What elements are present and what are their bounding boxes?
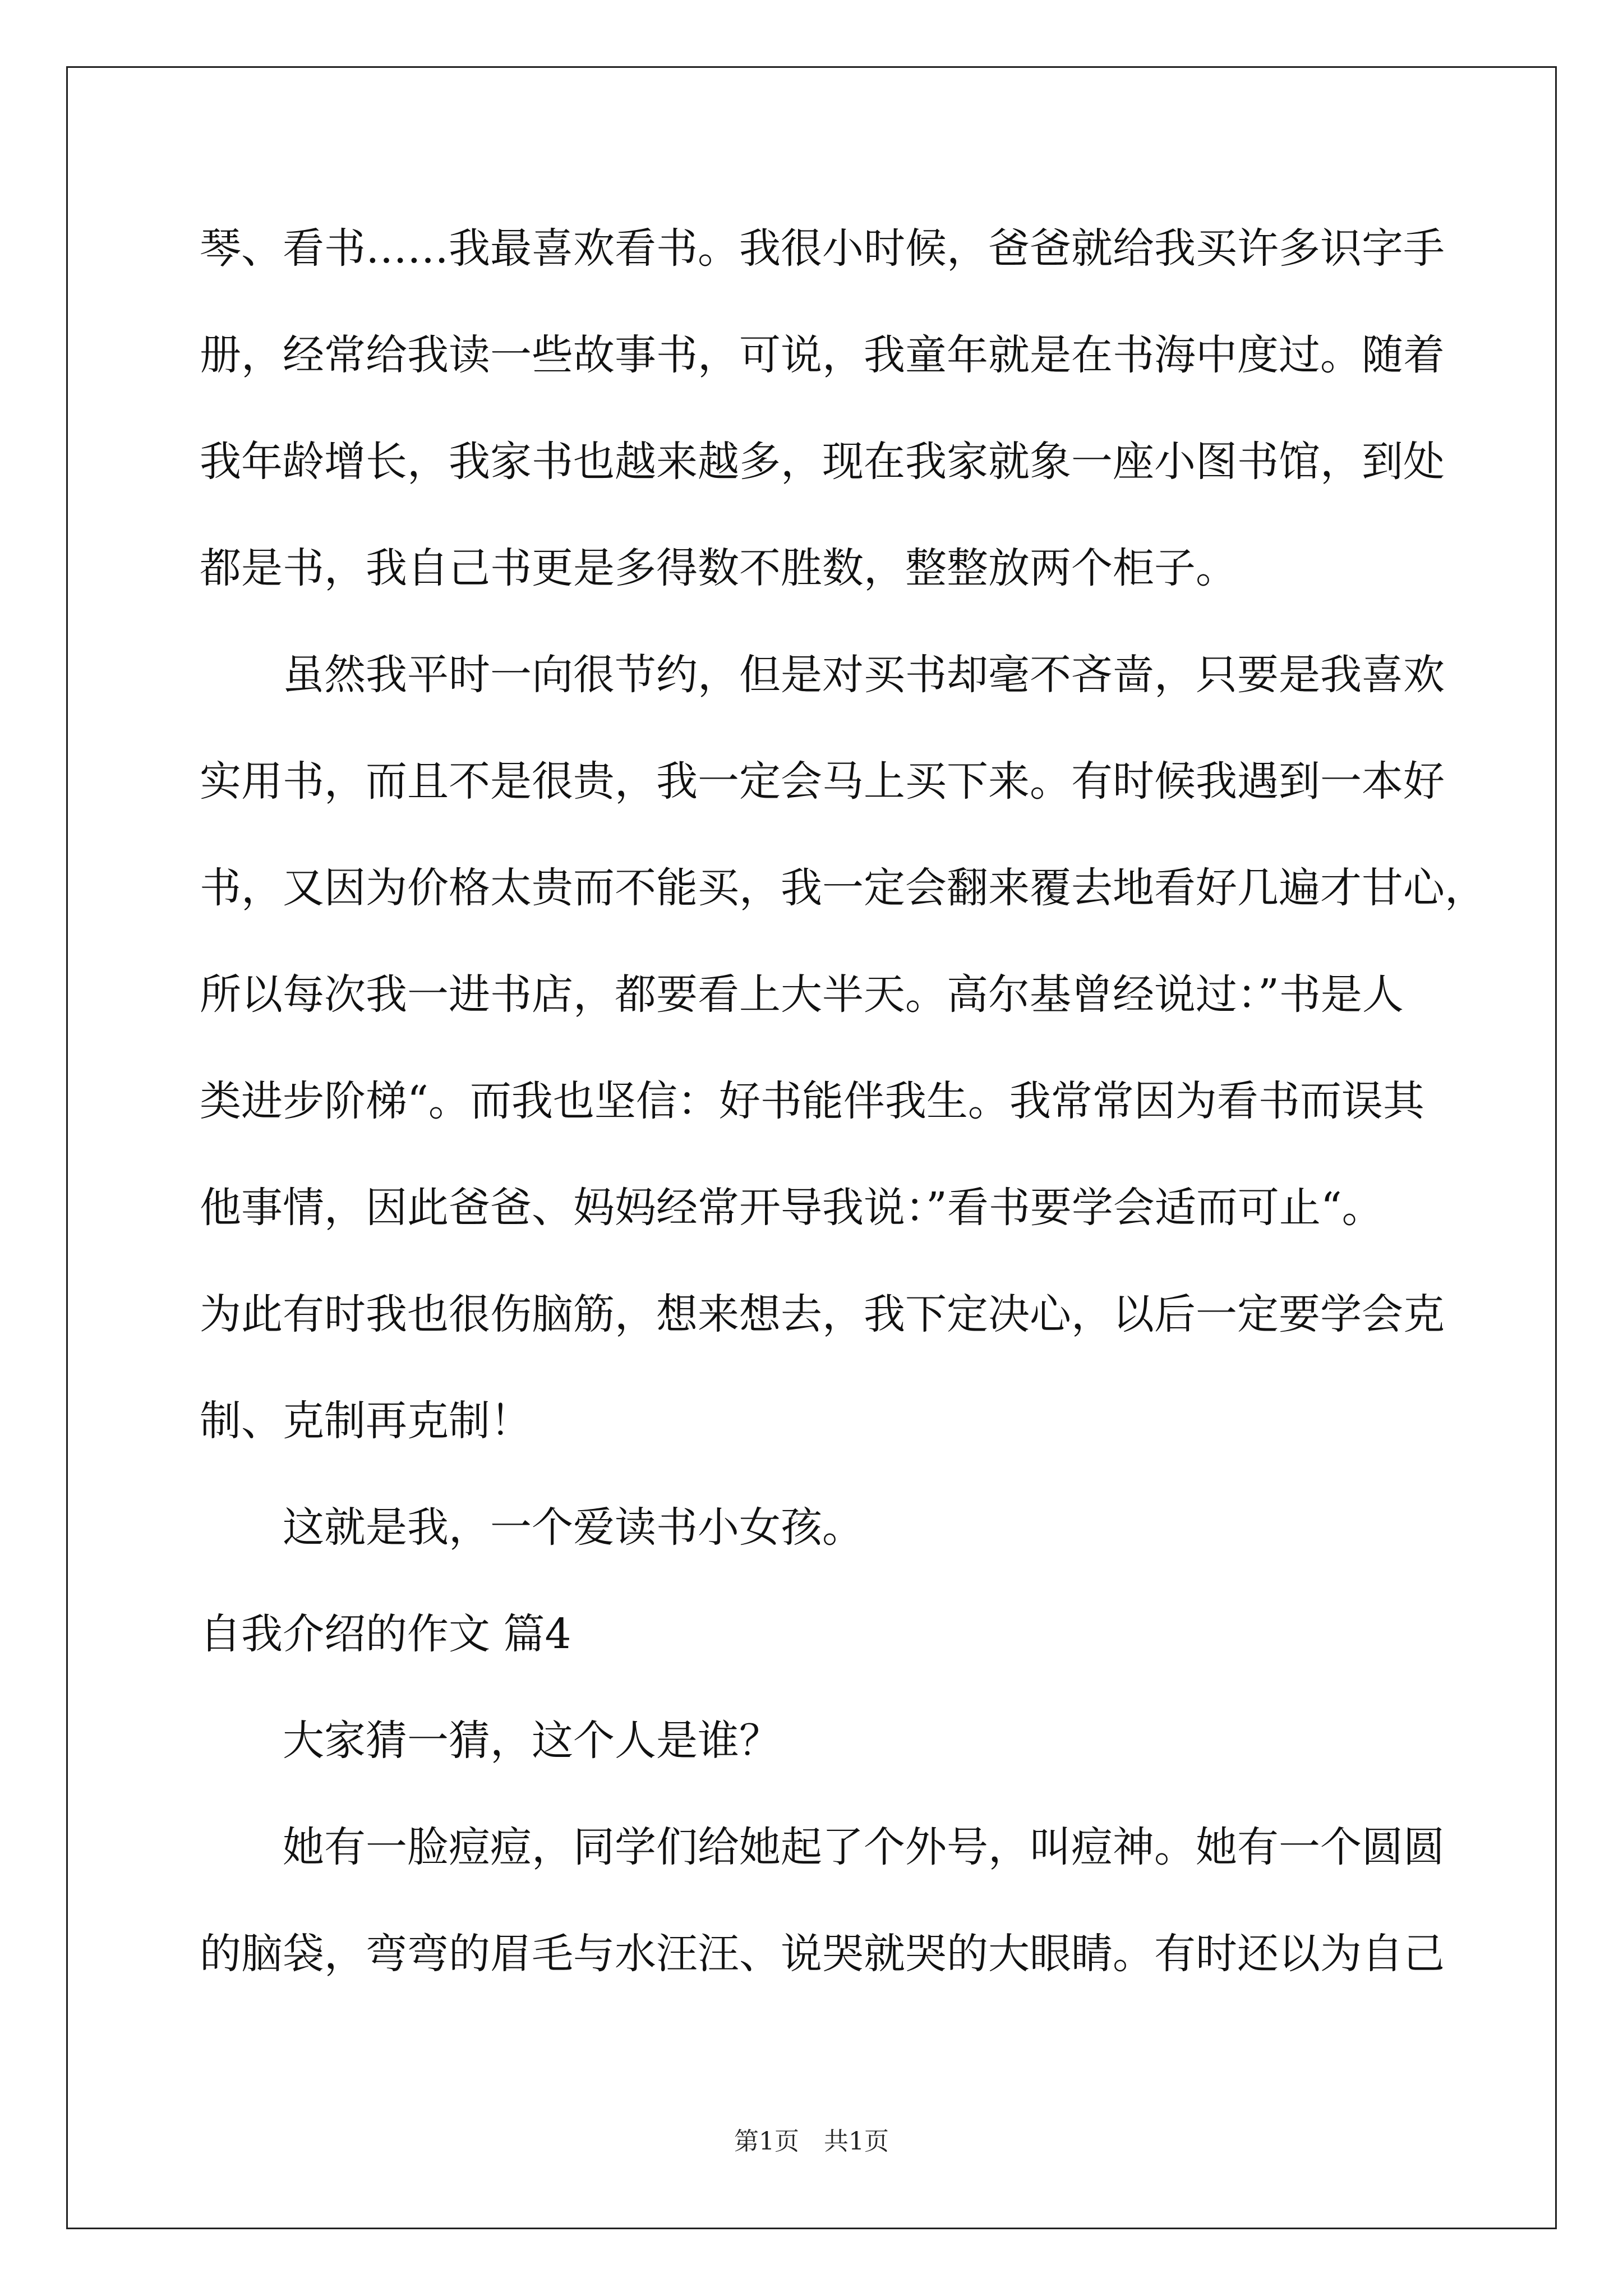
text-line: 册，经常给我读一些故事书，可说，我童年就是在书海中度过。随着 xyxy=(200,331,1445,379)
text-line: 我年龄增长，我家书也越来越多，现在我家就象一座小图书馆，到处 xyxy=(200,438,1445,486)
page-footer: 第1页 共1页 xyxy=(734,2127,889,2156)
text-line: 都是书，我自己书更是多得数不胜数，整整放两个柜子。 xyxy=(200,544,1237,592)
text-line: 实用书，而且不是很贵，我一定会马上买下来。有时候我遇到一本好 xyxy=(200,757,1445,806)
text-line: 所以每次我一进书店，都要看上大半天。高尔基曾经说过：”书是人 xyxy=(200,970,1404,1019)
text-line: 的脑袋，弯弯的眉毛与水汪汪、说哭就哭的大眼睛。有时还以为自己 xyxy=(200,1930,1445,1978)
text-line: 他事情，因此爸爸、妈妈经常开导我说：”看书要学会适而可止“。 xyxy=(200,1184,1384,1232)
text-line: 这就是我，一个爱读书小女孩。 xyxy=(283,1503,864,1552)
text-line: 类进步阶梯“。而我也坚信：好书能伴我生。我常常因为看书而误其 xyxy=(200,1077,1424,1125)
text-line: 她有一脸痘痘，同学们给她起了个外号，叫痘神。她有一个圆圆 xyxy=(283,1823,1445,1871)
text-line: 书，又因为价格太贵而不能买，我一定会翻来覆去地看好几遍才甘心， xyxy=(200,864,1486,912)
text-line: 制、克制再克制！ xyxy=(200,1397,532,1445)
text-line: 大家猜一猜，这个人是谁？ xyxy=(283,1717,781,1765)
text-line: 为此有时我也很伤脑筋，想来想去，我下定决心，以后一定要学会克 xyxy=(200,1290,1445,1338)
text-line: 琴、看书……我最喜欢看书。我很小时候，爸爸就给我买许多识字手 xyxy=(200,224,1445,273)
section-heading: 自我介绍的作文 篇4 xyxy=(200,1610,571,1658)
text-line: 虽然我平时一向很节约，但是对买书却毫不吝啬，只要是我喜欢 xyxy=(283,651,1445,699)
page-border xyxy=(66,66,1557,2229)
